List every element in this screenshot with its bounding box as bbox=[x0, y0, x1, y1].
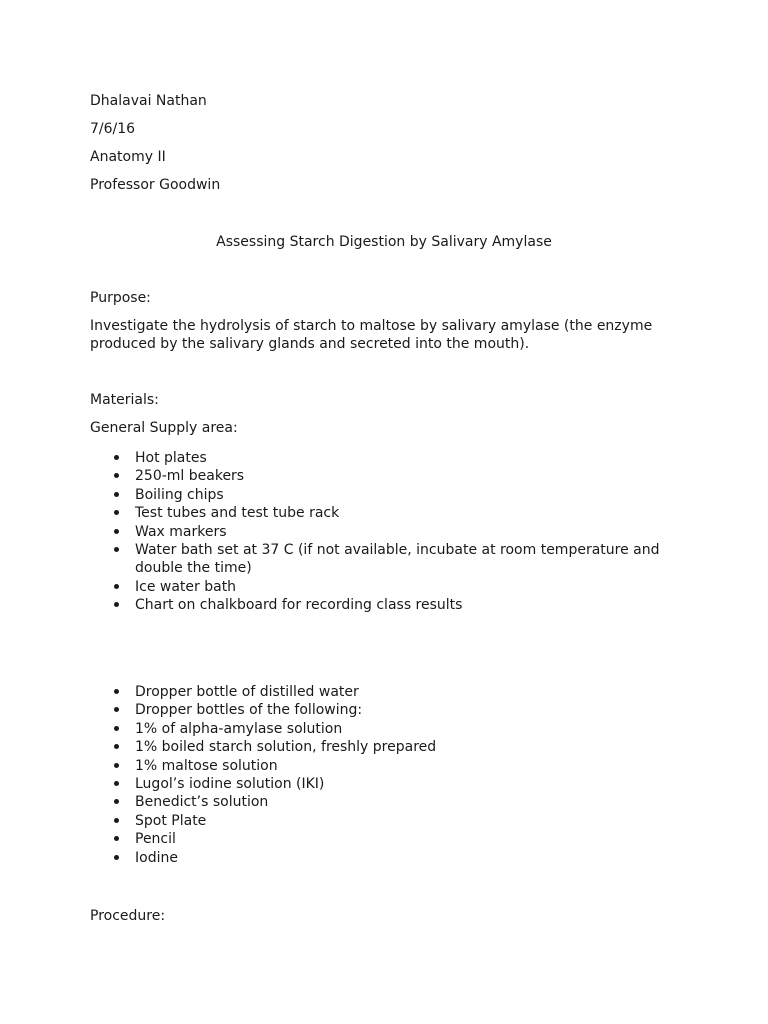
course-name: Anatomy II bbox=[90, 149, 166, 165]
bullet-icon bbox=[114, 818, 119, 823]
list-item: Benedict’s solution bbox=[90, 793, 690, 811]
bullet-icon bbox=[114, 836, 119, 841]
list-item: Chart on chalkboard for recording class results bbox=[90, 596, 690, 614]
list-item: Lugol’s iodine solution (IKI) bbox=[90, 775, 690, 793]
list-item: Wax markers bbox=[90, 523, 690, 541]
general-supply-list bbox=[90, 449, 690, 615]
bullet-icon bbox=[114, 455, 119, 460]
bullet-icon bbox=[114, 529, 119, 534]
list-item: Spot Plate bbox=[90, 812, 690, 830]
list-item: 1% of alpha-amylase solution bbox=[90, 720, 690, 738]
list-item: Ice water bath bbox=[90, 578, 690, 596]
document-title: Assessing Starch Digestion by Salivary Amylase bbox=[216, 234, 552, 250]
list-item: Dropper bottle of distilled water bbox=[90, 683, 690, 701]
materials-heading: Materials: bbox=[90, 392, 159, 408]
bullet-icon bbox=[114, 473, 119, 478]
bullet-icon bbox=[114, 744, 119, 749]
list-item: Boiling chips bbox=[90, 486, 690, 504]
document-date: 7/6/16 bbox=[90, 121, 136, 137]
list-item: Water bath set at 37 C (if not available, incubate at room temperature and double the time) bbox=[90, 541, 690, 578]
bullet-icon bbox=[114, 855, 119, 860]
purpose-heading: Purpose: bbox=[90, 290, 151, 306]
list-item: 250-ml beakers bbox=[90, 467, 690, 485]
reagent-supply-list bbox=[90, 683, 690, 867]
bullet-icon bbox=[114, 726, 119, 731]
procedure-heading: Procedure: bbox=[90, 908, 166, 924]
professor-name: Professor Goodwin bbox=[90, 177, 221, 193]
bullet-icon bbox=[114, 689, 119, 694]
bullet-icon bbox=[114, 547, 119, 552]
bullet-icon bbox=[114, 492, 119, 497]
list-item: 1% maltose solution bbox=[90, 757, 690, 775]
list-item: Test tubes and test tube rack bbox=[90, 504, 690, 522]
list-item: 1% boiled starch solution, freshly prepared bbox=[90, 738, 690, 756]
list-item: Hot plates bbox=[90, 449, 690, 467]
general-supply-heading: General Supply area: bbox=[90, 420, 238, 436]
bullet-icon bbox=[114, 781, 119, 786]
bullet-icon bbox=[114, 707, 119, 712]
bullet-icon bbox=[114, 584, 119, 589]
bullet-icon bbox=[114, 799, 119, 804]
bullet-icon bbox=[114, 510, 119, 515]
list-item: Dropper bottles of the following: bbox=[90, 701, 690, 719]
list-item: Pencil bbox=[90, 830, 690, 848]
bullet-icon bbox=[114, 763, 119, 768]
list-item: Iodine bbox=[90, 849, 690, 867]
author-name: Dhalavai Nathan bbox=[90, 93, 207, 109]
bullet-icon bbox=[114, 602, 119, 607]
purpose-text: Investigate the hydrolysis of starch to maltose by salivary amylase (the enzyme produced by the salivary glands and secreted into the mouth). bbox=[90, 318, 653, 352]
